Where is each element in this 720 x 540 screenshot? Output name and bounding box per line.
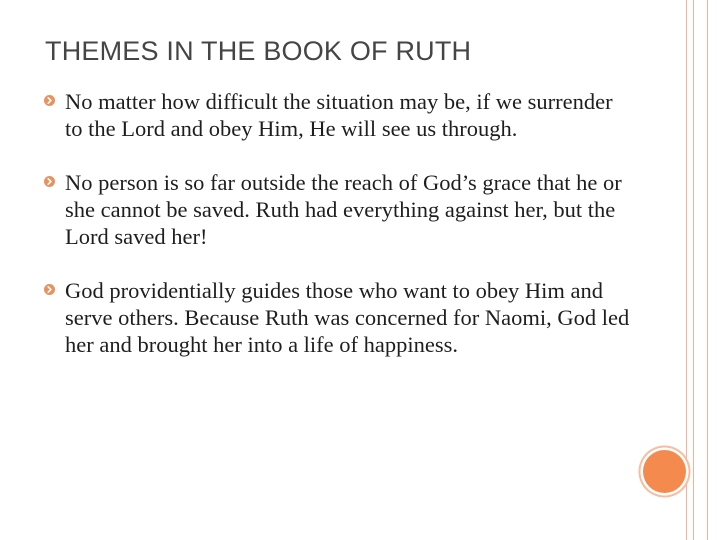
decorative-frame-line [707,0,708,540]
bullet-item [44,169,634,250]
bullet-item [44,277,634,358]
bullet-text: No person is so far outside the reach of God’s grace that he or she cannot be saved. Ruth had everything against her, but the Lord saved her! [65,170,622,249]
bullet-text: God providentially guides those who want to obey Him and serve others. Because Ruth was concerned for Naomi, God led her and brought her into a life of happiness. [65,278,630,357]
circle-chevron-bullet-icon [44,176,55,187]
circle-chevron-bullet-icon [44,284,55,295]
decorative-frame-line [686,0,687,540]
bullet-text: No matter how difficult the situation may be, if we surrender to the Lord and obey Him, He will see us through. [65,89,613,141]
decorative-frame-line [693,0,694,540]
slide-title: THEMES IN THE BOOK OF RUTH [45,36,472,66]
decorative-circle [643,450,686,493]
bullet-list [44,88,634,385]
circle-chevron-bullet-icon [44,95,55,106]
bullet-item [44,88,634,142]
